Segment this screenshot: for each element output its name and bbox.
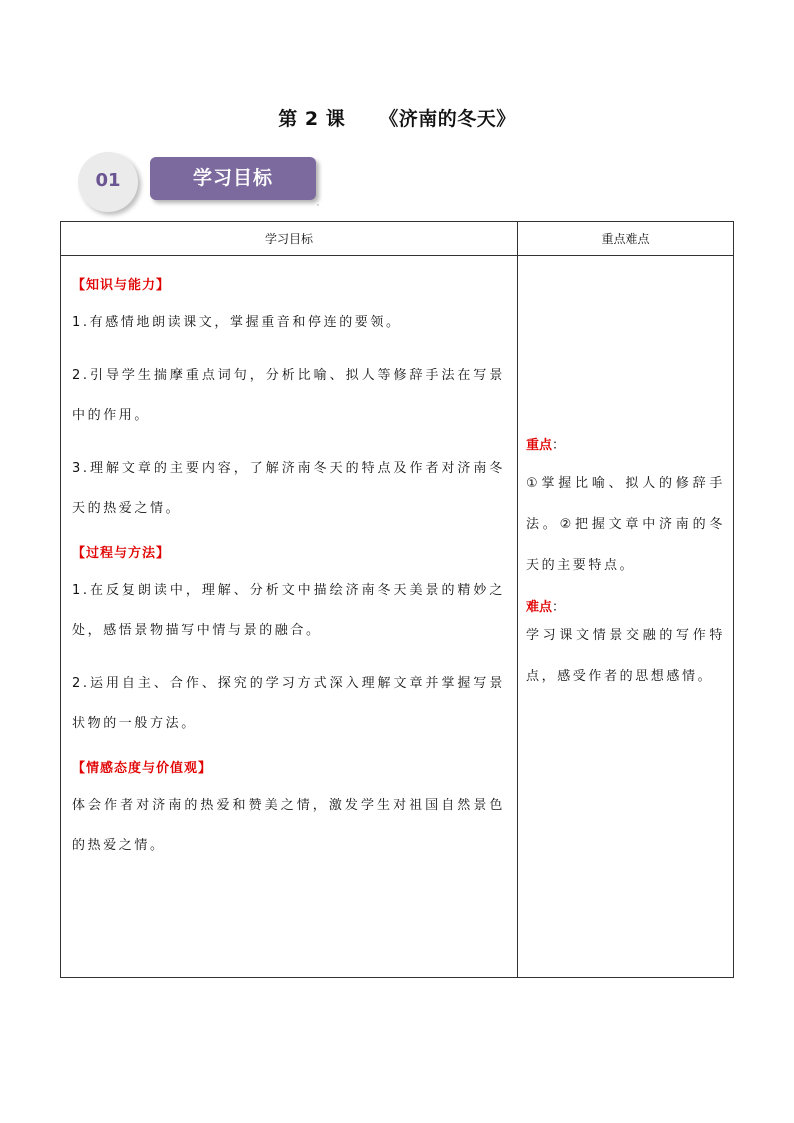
- emotion-item: 体会作者对济南的热爱和赞美之情，激发学生对祖国自然景色的热爱之情。: [72, 797, 505, 853]
- knowledge-item: 1.有感情地朗读课文，掌握重音和停连的要领。: [72, 315, 402, 330]
- key-point-heading: [526, 434, 725, 453]
- section-number: 01: [95, 170, 121, 191]
- key-points-cell: [518, 256, 734, 978]
- key-point-colon: ：: [552, 438, 566, 453]
- document-title: [0, 104, 794, 131]
- process-item: 2.运用自主、合作、探究的学习方式深入理解文章并掌握写景状物的一般方法。: [72, 675, 505, 731]
- difficult-point-label: 难点: [526, 600, 553, 615]
- stray-mark: ': [317, 203, 319, 211]
- key-point-text: ①掌握比喻、拟人的修辞手法。②把握文章中济南的冬天的主要特点。: [526, 476, 725, 573]
- process-item: 1.在反复朗读中，理解、分析文中描绘济南冬天美景的精妙之处，感悟景物描写中情与景的融合。: [72, 582, 505, 638]
- knowledge-item: 3.理解文章的主要内容，了解济南冬天的特点及作者对济南冬天的热爱之情。: [72, 460, 505, 516]
- lesson-number: 第 2 课: [278, 108, 346, 130]
- emotion-heading: 【情感态度与价值观】: [72, 760, 213, 776]
- header-key-points: 重点难点: [518, 222, 734, 256]
- table-header-row: [61, 222, 734, 256]
- difficult-point-text: 学习课文情景交融的写作特点，感受作者的思想感情。: [526, 628, 725, 684]
- difficult-point-colon: ：: [552, 600, 566, 615]
- goals-table: [60, 221, 734, 978]
- section-badge: [78, 152, 328, 214]
- goals-cell: [61, 256, 518, 978]
- key-point-label: 重点: [526, 438, 553, 453]
- header-goals: 学习目标: [61, 222, 518, 256]
- lesson-name: 《济南的冬天》: [379, 108, 516, 130]
- knowledge-heading: 【知识与能力】: [72, 278, 171, 293]
- section-label: 学习目标: [150, 157, 316, 200]
- table-body-row: [61, 256, 734, 978]
- knowledge-item: 2.引导学生揣摩重点词句，分析比喻、拟人等修辞手法在写景中的作用。: [72, 367, 505, 423]
- difficult-point-heading: [526, 596, 725, 615]
- process-heading: 【过程与方法】: [72, 545, 171, 561]
